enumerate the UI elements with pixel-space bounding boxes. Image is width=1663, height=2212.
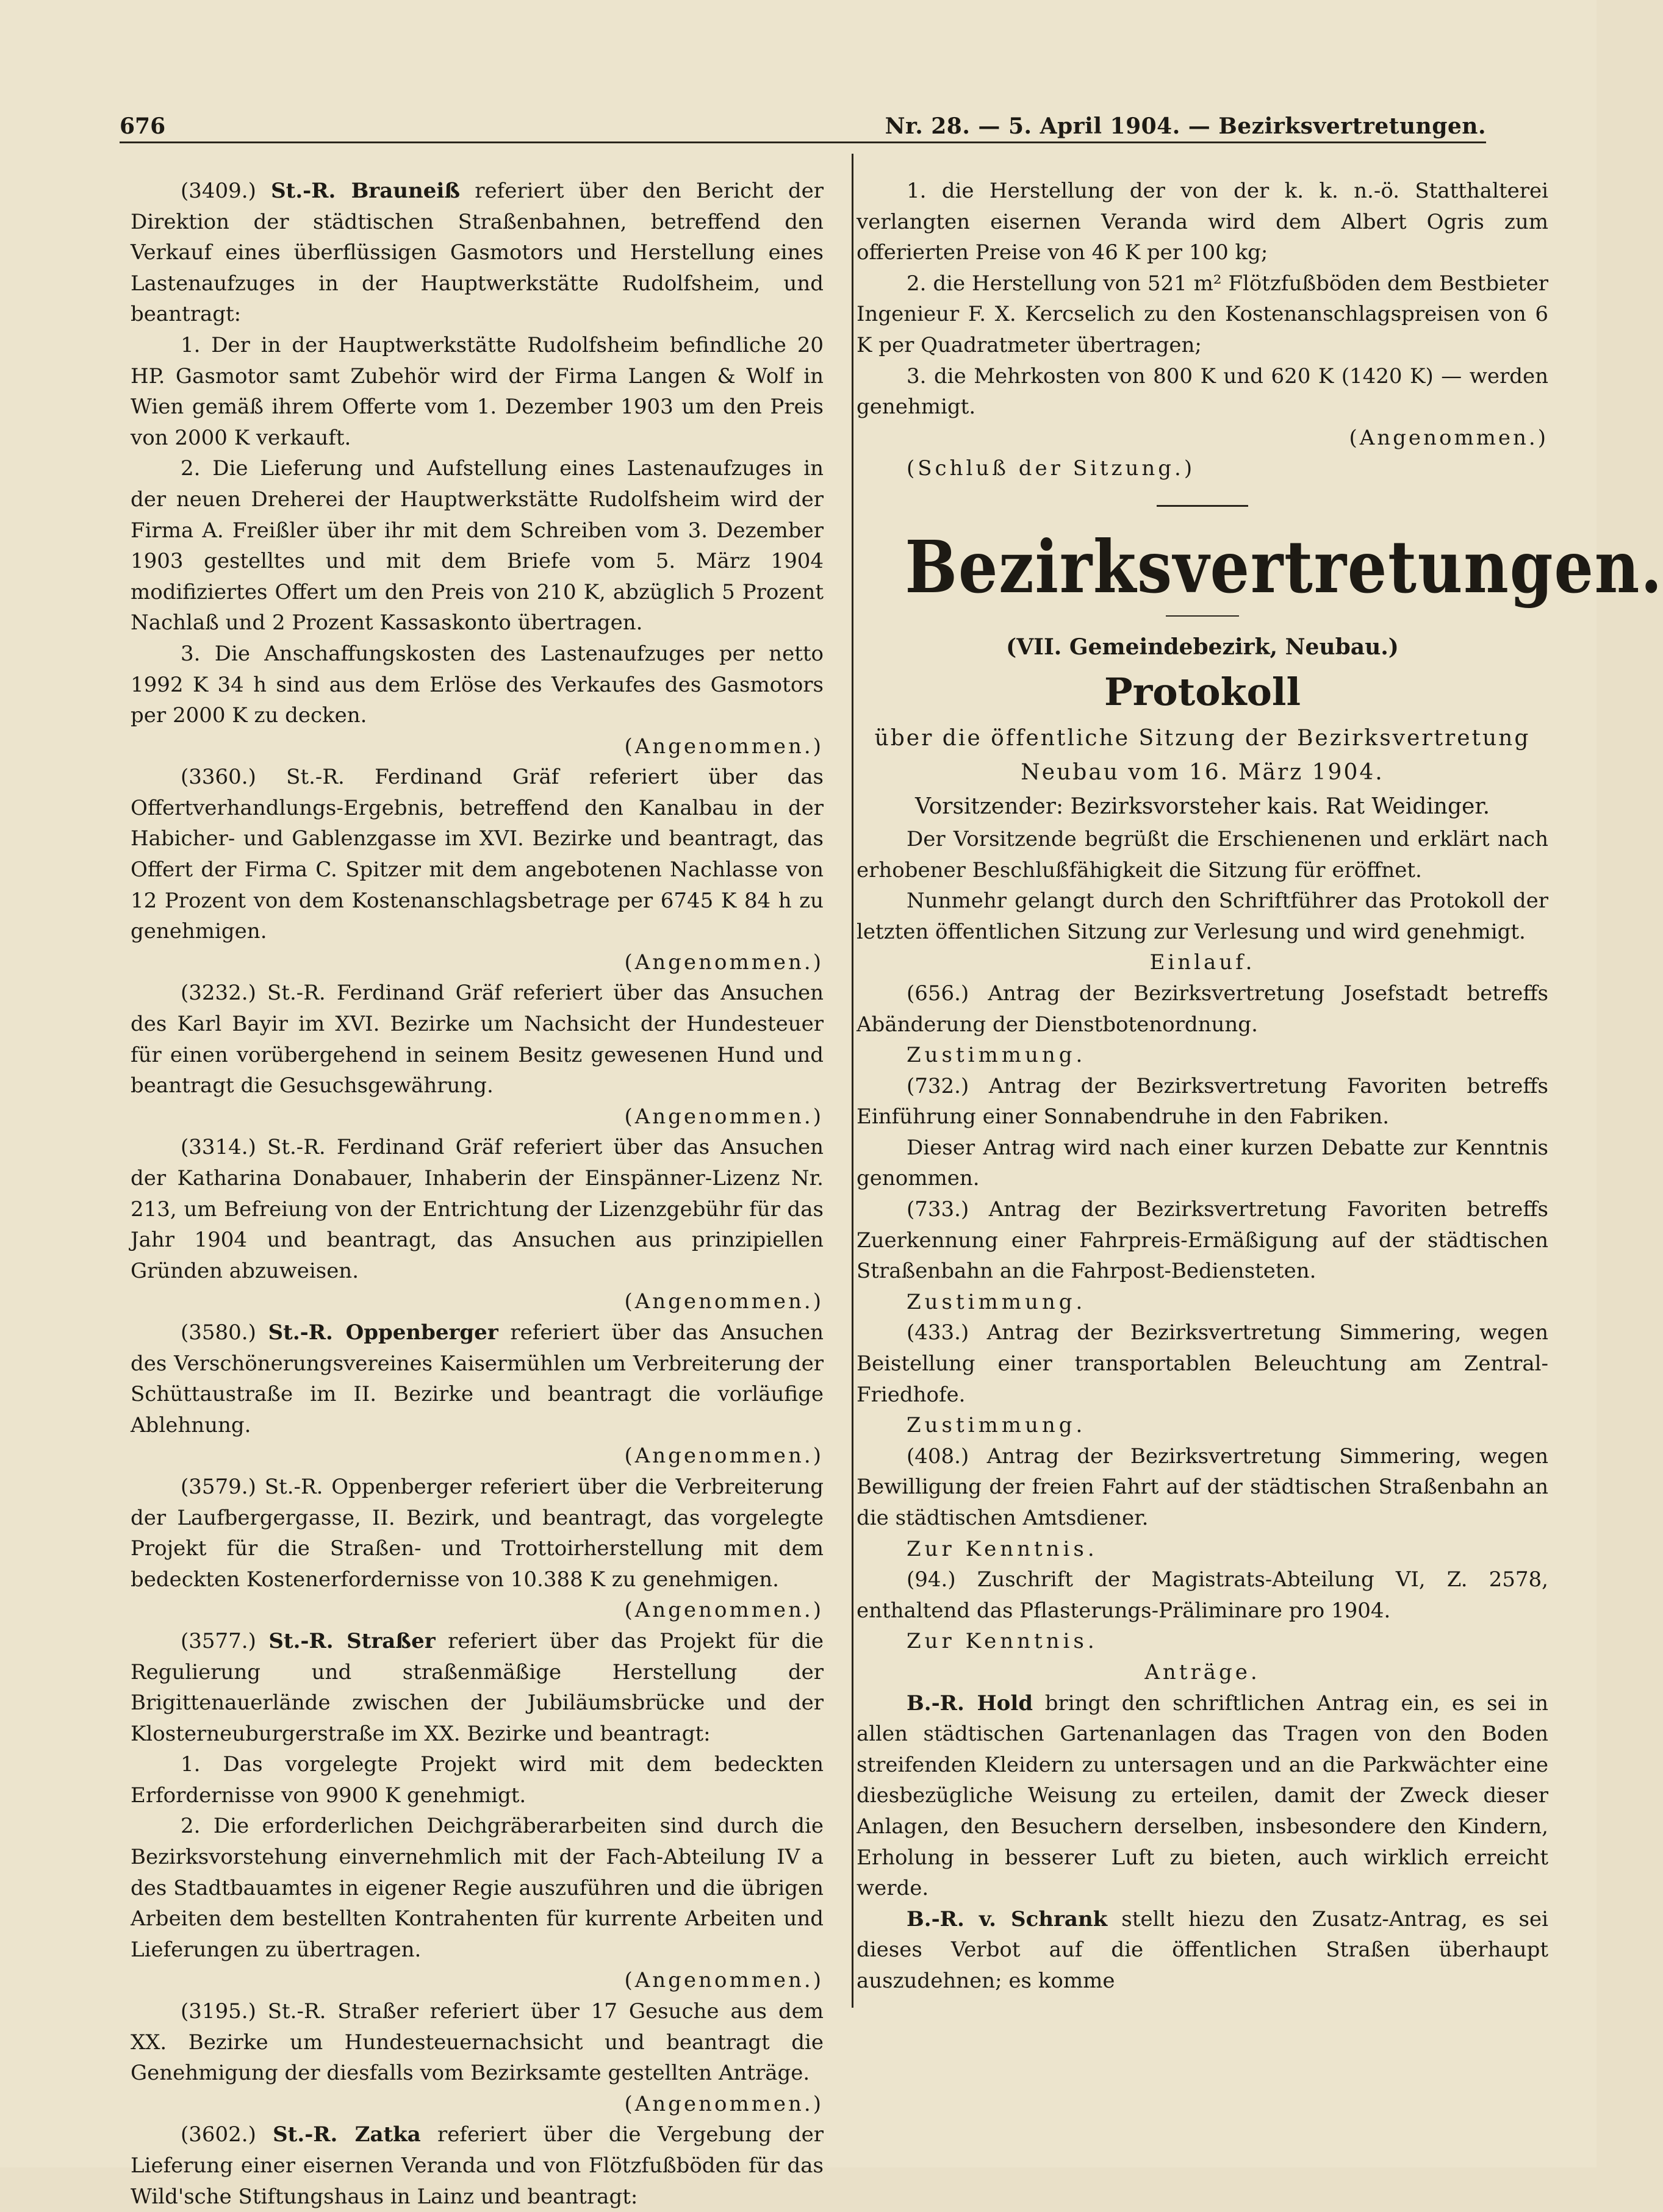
contract-item-2: 2. die Herstellung von 521 m² Flötzfußböden dem Bestbieter Ingenieur F. X. Kercselich zu den Kostenanschlagspreisen von 6 K per Quadratmeter übertragen; xyxy=(857,271,1548,357)
entry-656-result: Zustimmung. xyxy=(907,1043,1087,1068)
entry-408-result: Zur Kenntnis. xyxy=(907,1536,1098,1561)
district-heading: (VII. Gemeindebezirk, Neubau.) xyxy=(1006,634,1399,660)
entry-text: referiert über das Projekt für die Regulierung und straßenmäßige Herstellung der Brigittenauerlände zwischen der Jubiläumsbrücke und der Klosterneuburgerstraße im XX. Bezirke und beantragt: xyxy=(131,1628,824,1746)
section-title: Bezirksvertretungen. xyxy=(905,524,1663,609)
contract-item-3: 3. die Mehrkosten von 800 K und 620 K (1420 K) — werden genehmigt. xyxy=(857,363,1548,420)
speaker-name: St.-R. Brauneiß xyxy=(271,179,461,203)
entry-433-result: Zustimmung. xyxy=(907,1413,1087,1438)
chair-line: Vorsitzender: Bezirksvorsteher kais. Rat Weidinger. xyxy=(914,793,1490,819)
entry-text: referiert über die Vergebung der Lieferung einer eisernen Veranda und von Flötzfußböden für das Wild'sche Stiftungshaus in Lainz und beantragt: xyxy=(131,2122,824,2209)
entry-433: (433.) Antrag der Bezirksvertretung Simmering, wegen Beistellung einer transportablen Beleuchtung am Zentral-Friedhofe. xyxy=(857,1320,1548,1407)
column-divider xyxy=(852,154,853,2008)
entry-ref: (3580.) xyxy=(181,1320,256,1345)
session-line-2: Neubau vom 16. März 1904. xyxy=(1021,759,1384,785)
status-accepted: (Angenommen.) xyxy=(624,2091,824,2116)
entry-text: referiert über das Ansuchen des Verschönerungsvereines Kaisermühlen um Verbreiterung der Schüttaustraße im II. Bezirke und beantragt die vorläufige Ablehnung. xyxy=(131,1320,824,1437)
speaker-name: St.-R. Zatka xyxy=(273,2122,421,2147)
entry-3577 xyxy=(131,1626,824,1749)
minutes-paragraph: Nunmehr gelangt durch den Schriftführer das Protokoll der letzten öffentlichen Sitzung zur Verlesung und wird genehmigt. xyxy=(857,889,1548,944)
status-accepted: (Angenommen.) xyxy=(624,1444,824,1469)
entry-94: (94.) Zuschrift der Magistrats-Abteilung VI, Z. 2578, enthaltend das Pflasterungs-Präliminare pro 1904. xyxy=(857,1567,1548,1623)
status-accepted: (Angenommen.) xyxy=(624,950,824,975)
opening-paragraph: Der Vorsitzende begrüßt die Erschienenen und erklärt nach erhobener Beschlußfähigkeit die Sitzung für eröffnet. xyxy=(857,826,1548,882)
status-accepted: (Angenommen.) xyxy=(1349,425,1548,450)
motion-text: stellt hiezu den Zusatz-Antrag, es sei dieses Verbot auf die öffentlichen Straßen überhaupt auszudehnen; es komme xyxy=(857,1906,1548,1993)
status-accepted: (Angenommen.) xyxy=(624,1968,824,1993)
entry-3360: (3360.) St.-R. Ferdinand Gräf referiert über das Offertverhandlungs-Ergebnis, betreffend den Kanalbau in der Habicher- und Gablenzgasse im XVI. Bezirke und beantragt, das Offert der Firma C. Spitzer mit dem angebotenen Nachlasse von 12 Prozent von dem Kostenanschlagsbetrage per 6745 K 84 h zu genehmigen. xyxy=(131,765,824,944)
speaker-name: St.-R. Straßer xyxy=(268,1628,436,1653)
entry-3577-item-2: 2. Die erforderlichen Deichgräberarbeiten sind durch die Bezirksvorstehung einvernehmlich mit der Fach-Abteilung IV a des Stadtbauamtes in eigener Regie auszuführen und die übrigen Arbeiten dem bestellten Kontrahenten für kurrente Arbeiten und Lieferungen zu übertragen. xyxy=(131,1814,824,1962)
entry-3602 xyxy=(131,2119,824,2212)
section-divider xyxy=(1157,505,1248,507)
entry-94-result: Zur Kenntnis. xyxy=(907,1629,1098,1654)
entry-3580 xyxy=(131,1317,824,1441)
entry-656: (656.) Antrag der Bezirksvertretung Josefstadt betreffs Abänderung der Dienstbotenordnung. xyxy=(857,981,1548,1037)
entry-3232: (3232.) St.-R. Ferdinand Gräf referiert über das Ansuchen des Karl Bayir im XVI. Bezirke um Nachsicht der Hundesteuer für einen vorübergehend in seinem Besitz gewesenen Hund und beantragt die Gesuchsgewährung. xyxy=(131,981,824,1098)
contract-item-1: 1. die Herstellung der von der k. k. n.-ö. Statthalterei verlangten eisernen Veranda wird dem Albert Ogris zum offerierten Preise von 46 K per 100 kg; xyxy=(857,179,1548,265)
einlauf-heading: Einlauf. xyxy=(1149,950,1255,975)
antraege-heading: Anträge. xyxy=(1144,1659,1260,1684)
entry-ref: (3577.) xyxy=(181,1628,256,1653)
page-number: 676 xyxy=(120,113,166,139)
entry-3409 xyxy=(131,176,824,330)
title-underline xyxy=(1166,615,1239,617)
entry-ref: (3602.) xyxy=(181,2122,256,2147)
motion-hold xyxy=(857,1688,1548,1904)
entry-3195: (3195.) St.-R. Straßer referiert über 17 Gesuche aus dem XX. Bezirke um Hundesteuernachsicht und beantragt die Genehmigung der diesfalls vom Bezirksamte gestellten Anträge. xyxy=(131,1999,824,2086)
left-column xyxy=(131,176,824,2209)
entry-text: referiert über den Bericht der Direktion der städtischen Straßenbahnen, betreffend den Verkauf eines überflüssigen Gasmotors und Herstellung eines Lastenaufzuges in der Hauptwerkstätte Rudolfsheim, und beantragt: xyxy=(131,179,824,327)
entry-408: (408.) Antrag der Bezirksvertretung Simmering, wegen Bewilligung der freien Fahrt auf der städtischen Straßenbahn an die städtischen Amtsdiener. xyxy=(857,1444,1548,1530)
entry-3409-item-1: 1. Der in der Hauptwerkstätte Rudolfsheim befindliche 20 HP. Gasmotor samt Zubehör wird der Firma Langen & Wolf in Wien gemäß ihrem Offerte vom 1. Dezember 1903 um den Preis von 2000 K verkauft. xyxy=(131,332,824,450)
entry-733: (733.) Antrag der Bezirksvertretung Favoriten betreffs Zuerkennung einer Fahrpreis-Ermäßigung auf der städtischen Straßenbahn an die Fahrpost-Bediensteten. xyxy=(857,1197,1548,1284)
header-rule xyxy=(120,141,1486,143)
entry-3409-item-2: 2. Die Lieferung und Aufstellung eines Lastenaufzuges in der neuen Dreherei der Hauptwerkstätte Rudolfsheim wird der Firma A. Freißler über ihr mit dem Schreiben vom 3. Dezember 1903 gestelltes und mit dem Briefe vom 5. März 1904 modifiziertes Offert um den Preis von 210 K, abzüglich 5 Prozent Nachlaß und 2 Prozent Kassaskonto übertragen. xyxy=(131,456,824,635)
speaker-name: St.-R. Oppenberger xyxy=(268,1320,498,1345)
session-line-1: über die öffentliche Sitzung der Bezirksvertretung xyxy=(874,725,1531,751)
right-column xyxy=(857,176,1663,2011)
status-accepted: (Angenommen.) xyxy=(624,1104,824,1129)
entry-3314: (3314.) St.-R. Ferdinand Gräf referiert über das Ansuchen der Katharina Donabauer, Inhaberin der Einspänner-Lizenz Nr. 213, um Befreiung von der Entrichtung der Lizenzgebühr für das Jahr 1904 und beantragt, das Ansuchen aus prinzipiellen Gründen abzuweisen. xyxy=(131,1135,824,1283)
session-closing: (Schluß der Sitzung.) xyxy=(907,456,1196,481)
status-accepted: (Angenommen.) xyxy=(624,1289,824,1314)
entry-3579: (3579.) St.-R. Oppenberger referiert über die Verbreiterung der Laufbergergasse, II. Bezirk, und beantragt, das vorgelegte Projekt für die Straßen- und Trottoirherstellung mit dem bedeckten Kostenerfordernisse von 10.388 K zu genehmigen. xyxy=(131,1474,824,1592)
running-title: Nr. 28. — 5. April 1904. — Bezirksvertretungen. xyxy=(885,113,1486,139)
status-accepted: (Angenommen.) xyxy=(624,734,824,759)
speaker-name: B.-R. v. Schrank xyxy=(907,1906,1108,1931)
motion-text: bringt den schriftlichen Antrag ein, es sei in allen städtischen Gartenanlagen das Tragen von den Boden streifenden Kleidern zu untersagen und an die Parkwächter eine diesbezügliche Weisung zu erteilen, damit der Zweck dieser Anlagen, den Besuchern derselben, insbesondere den Kindern, Erholung in besserer Luft zu bieten, auch wirklich erreicht werde. xyxy=(857,1691,1549,1901)
motion-schrank xyxy=(857,1904,1548,1997)
entry-3409-item-3: 3. Die Anschaffungskosten des Lastenaufzuges per netto 1992 K 34 h sind aus dem Erlöse des Verkaufes des Gasmotors per 2000 K zu decken. xyxy=(131,641,824,728)
protokoll-heading: Protokoll xyxy=(1104,669,1301,714)
entry-733-result: Zustimmung. xyxy=(907,1289,1087,1314)
entry-732-note: Dieser Antrag wird nach einer kurzen Debatte zur Kenntnis genommen. xyxy=(857,1135,1548,1191)
page-header xyxy=(120,102,1486,145)
entry-ref: (3409.) xyxy=(181,179,256,203)
status-accepted: (Angenommen.) xyxy=(624,1598,824,1623)
speaker-name: B.-R. Hold xyxy=(907,1691,1033,1716)
entry-732: (732.) Antrag der Bezirksvertretung Favoriten betreffs Einführung einer Sonnabendruhe in den Fabriken. xyxy=(857,1073,1548,1129)
entry-3577-item-1: 1. Das vorgelegte Projekt wird mit dem bedeckten Erfordernisse von 9900 K genehmigt. xyxy=(131,1752,824,1808)
